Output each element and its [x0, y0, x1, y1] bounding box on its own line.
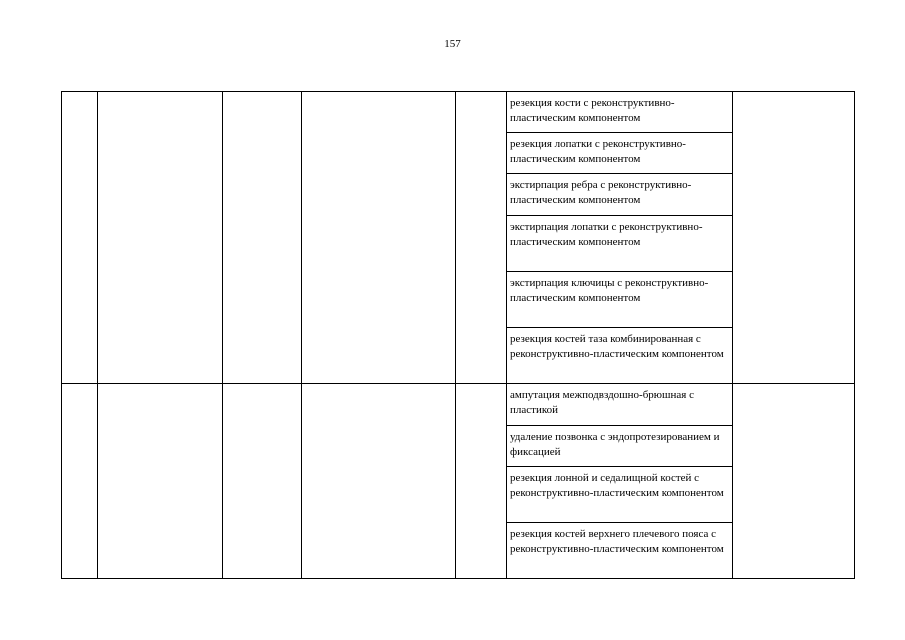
method-cell: резекция кости с реконструктивно-пластическим компонентом: [507, 92, 733, 133]
method-cell: резекция лонной и седалищной костей с реконструктивно-пластическим компонентом: [507, 467, 733, 523]
table-row: [62, 384, 855, 426]
cell-number: [62, 92, 98, 384]
method-cell: резекция костей верхнего плечевого пояса с реконструктивно-пластическим компонентом: [507, 523, 733, 579]
cell-type: [456, 384, 507, 579]
cell-number: [62, 384, 98, 579]
cell-model: [302, 92, 456, 384]
cell-norm: [733, 92, 855, 384]
cell-type: [456, 92, 507, 384]
method-cell: экстирпация лопатки с реконструктивно-пластическим компонентом: [507, 216, 733, 272]
method-cell: удаление позвонка с эндопротезированием и фиксацией: [507, 426, 733, 467]
procedures-table: [61, 91, 855, 579]
method-cell: резекция лопатки с реконструктивно-пластическим компонентом: [507, 133, 733, 174]
method-cell: экстирпация ребра с реконструктивно-пластическим компонентом: [507, 174, 733, 216]
table-row: [62, 92, 855, 133]
cell-profile: [98, 384, 223, 579]
page-number: 157: [444, 38, 461, 50]
cell-profile: [98, 92, 223, 384]
method-cell: резекция костей таза комбинированная с реконструктивно-пластическим компонентом: [507, 328, 733, 384]
method-cell: ампутация межподвздошно-брюшная с пластикой: [507, 384, 733, 426]
method-cell: экстирпация ключицы с реконструктивно-пластическим компонентом: [507, 272, 733, 328]
cell-code: [223, 92, 302, 384]
cell-norm: [733, 384, 855, 579]
cell-model: [302, 384, 456, 579]
cell-code: [223, 384, 302, 579]
